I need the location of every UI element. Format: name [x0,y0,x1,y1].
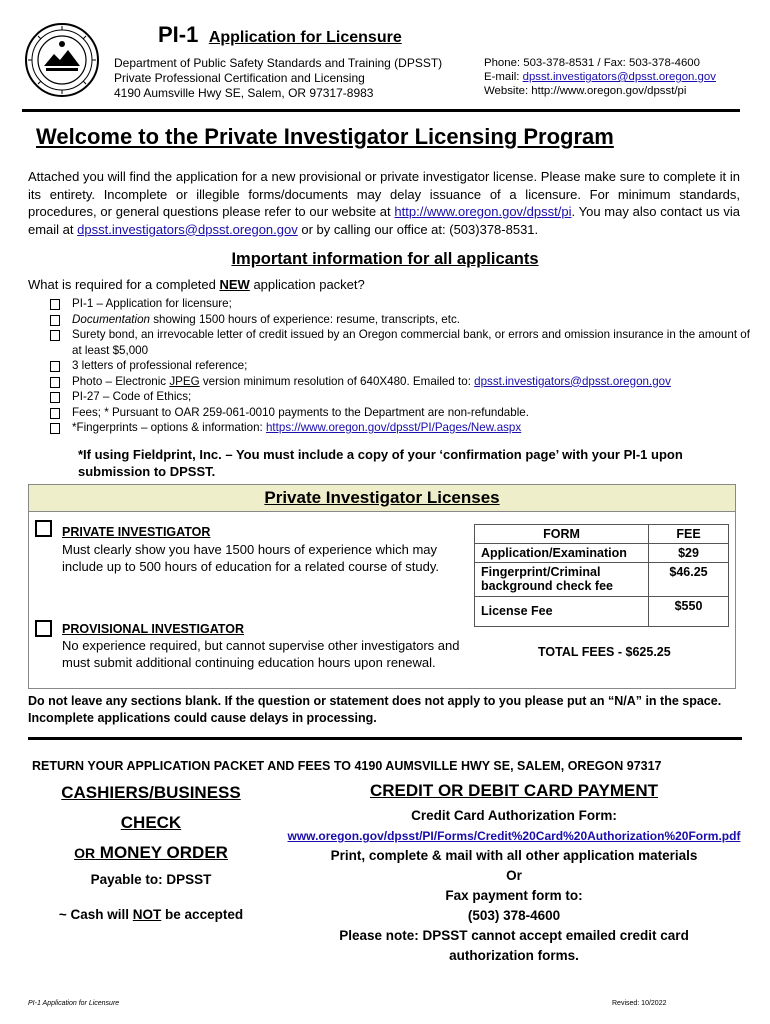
provisional-investigator-checkbox[interactable] [35,620,52,637]
fee-form: Fingerprint/Criminal background check fee [475,563,649,597]
table-row [475,525,729,544]
payable-to: Payable to: DPSST [90,872,212,887]
header-divider [22,109,740,112]
list-item [50,312,750,328]
private-investigator-title: PRIVATE INVESTIGATOR [62,525,211,539]
website-link[interactable]: http://www.oregon.gov/dpsst/pi [394,204,572,219]
auth-form-link[interactable]: www.oregon.gov/dpsst/PI/Forms/Credit%20Card%20Authorization%20Form.pdf [287,829,741,843]
dept-line: 4190 Aumsville Hwy SE, Salem, OR 97317-8983 [114,86,374,100]
table-row [475,544,729,563]
total-fees: TOTAL FEES - $625.25 [538,645,671,659]
question-text: What is required for a completed [28,277,220,292]
licenses-title: Private Investigator Licenses [264,488,500,507]
cash-notice [26,907,276,922]
email-link[interactable]: dpsst.investigators@dpsst.oregon.gov [77,221,298,237]
email-link[interactable]: dpsst.investigators@dpsst.oregon.gov [474,374,671,388]
provisional-investigator-title: PROVISIONAL INVESTIGATOR [62,622,244,636]
cash-text: ~ Cash will [58,907,133,922]
list-item: PI-1 – Application for licensure; [50,296,750,312]
important-heading: Important information for all applicants [231,250,539,268]
or-text: Or [506,868,522,883]
email-note: Please note: DPSST cannot accept emailed credit card [339,928,689,943]
check-title [26,840,276,866]
cash-text: be accepted [161,907,244,922]
website-line: Website: http://www.oregon.gov/dpsst/pi [484,85,687,97]
email-line [484,70,716,84]
form-name: Application for Licensure [208,29,402,46]
dept-line: Private Professional Certification and Licensing [114,71,365,85]
dept-line: Department of Public Safety Standards and Training (DPSST) [114,56,443,70]
check-title: CASHIERS/BUSINESS [61,783,241,802]
department-address [114,56,442,101]
list-item: 3 letters of professional reference; [50,358,750,374]
fee-amount: $29 [649,544,729,563]
provisional-investigator-desc: No experience required, but cannot supervise other investigators and must submit additional continuing education hours upon renewal. [62,638,460,670]
oregon-state-seal-icon [24,22,100,98]
print-mail: Print, complete & mail with all other application materials [330,848,698,863]
fax-label: Fax payment form to: [445,888,583,903]
section-divider [28,737,742,740]
item-italic: Documentation [72,312,150,326]
fee-amount: $46.25 [649,563,729,597]
fee-table [474,524,729,627]
packet-question [28,277,365,292]
email-link[interactable]: dpsst.investigators@dpsst.oregon.gov [522,71,716,83]
fee-form: License Fee [475,597,649,627]
list-item: Surety bond, an irrevocable letter of credit issued by an Oregon commercial bank, or errors and omission insurance in the amount of at least $5,000 [50,327,750,358]
item-text: version minimum resolution of 640X480. Emailed to: [202,374,475,388]
intro-text: . You may also contact us via email at [28,204,741,237]
table-row [475,597,729,627]
list-item: Fees; * Pursuant to OAR 259-061-0010 payments to the Department are non-refundable. [50,405,750,421]
fee-header-form: FORM [475,525,649,544]
check-title-or: OR [74,845,96,861]
intro-paragraph [28,168,740,238]
form-title [158,22,402,48]
fee-amount: $550 [649,597,729,627]
check-title-text: MONEY ORDER [95,843,228,862]
footer-revised: Revised: 10/2022 [612,1000,667,1007]
table-row [475,563,729,597]
email-label: E-mail: [484,71,523,83]
cash-not: NOT [132,907,162,922]
card-title: CREDIT OR DEBIT CARD PAYMENT [369,781,659,800]
list-item [50,420,750,436]
auth-url-line [272,826,756,846]
item-text: Photo – Electronic [72,374,170,388]
requirements-checklist [50,296,750,436]
fingerprint-link[interactable]: https://www.oregon.gov/dpsst/PI/Pages/New.aspx [265,421,522,434]
private-investigator-checkbox[interactable] [35,520,52,537]
fee-form: Application/Examination [475,544,649,563]
email-note: authorization forms. [449,948,579,963]
check-payment-section [26,780,276,922]
list-item [50,374,750,390]
welcome-title: Welcome to the Private Investigator Licensing Program [36,124,614,149]
auth-label: Credit Card Authorization Form: [411,808,617,823]
check-title: CHECK [120,813,182,832]
card-payment-section [272,780,756,966]
fax-number: (503) 378-4600 [467,908,561,923]
licenses-heading [28,484,736,512]
list-item: PI-27 – Code of Ethics; [50,389,750,405]
no-blank-notice: Do not leave any sections blank. If the question or statement does not apply to you please put an “N/A” in the space. Incomplete applications could cause delays in processing. [28,694,722,725]
question-text: application packet? [249,277,365,292]
item-text: *Fingerprints – options & information: [72,421,266,434]
question-new: NEW [219,277,250,292]
private-investigator-desc: Must clearly show you have 1500 hours of experience which may include up to 500 hours of education for a related course of study. [62,542,439,574]
fieldprint-note: *If using Fieldprint, Inc. – You must include a copy of your ‘confirmation page’ with your PI-1 upon submission to DPSST. [78,447,683,479]
item-text: showing 1500 hours of experience: resume, transcripts, etc. [153,312,460,326]
form-code: PI-1 [158,22,199,47]
item-jpeg: JPEG [169,374,200,388]
contact-info [484,56,716,98]
return-address: RETURN YOUR APPLICATION PACKET AND FEES TO 4190 AUMSVILLE HWY SE, SALEM, OREGON 97317 [32,759,662,773]
fee-header-fee: FEE [649,525,729,544]
intro-text: or by calling our office at: (503)378-8531. [297,221,539,237]
phone-fax: Phone: 503-378-8531 / Fax: 503-378-4600 [484,57,700,69]
footer-form-name: PI-1 Application for Licensure [28,1000,120,1007]
intro-text: Attached you will find the application for a new provisional or private investigator license. Please make sure to complete it in its entirety. Incomplete or illegible forms/documents may delay issuance of a licensure. For minimum standards, procedures, or general questions please refer to our website at [28,169,740,219]
